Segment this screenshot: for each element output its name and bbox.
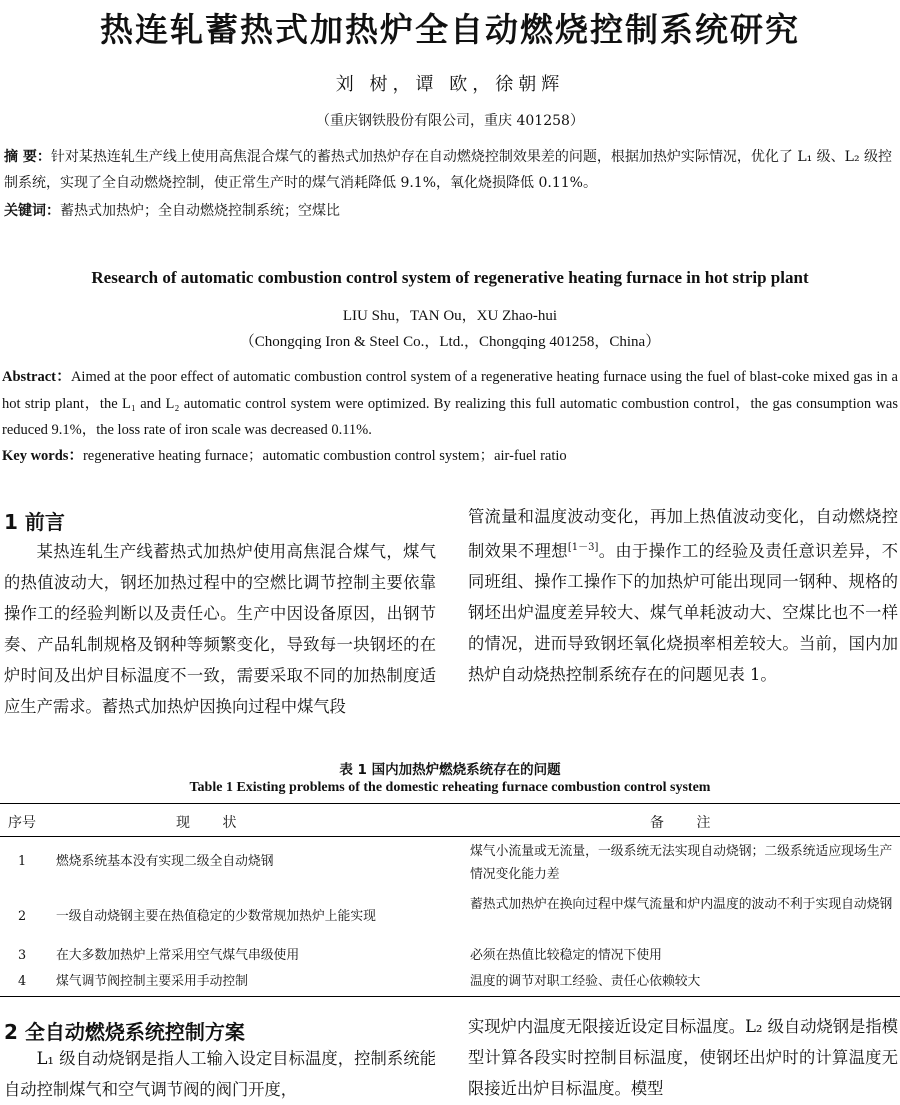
- table-header-status: 现 状: [176, 815, 251, 831]
- abstract-en: [2, 364, 898, 444]
- table-row-3-no: 3: [18, 948, 27, 963]
- authors-cn: 刘 树，谭 欧，徐朝辉: [335, 74, 565, 95]
- table-row-1-status: 燃烧系统基本没有实现二级全自动烧钢: [56, 854, 274, 869]
- table-header-rule: [0, 836, 900, 837]
- affiliation-en: （Chongqing Iron & Steel Co.，Ltd.，Chongqing 401258，China）: [239, 334, 661, 350]
- section-1-right-text-a: 管流量和温度波动变化，再加上热值波动变化，自动燃烧控制效果不理想: [468, 507, 898, 561]
- authors-en: LIU Shu，TAN Ou，XU Zhao-hui: [342, 308, 558, 324]
- table-row-1-note: 煤气小流量或无流量，一级系统无法实现自动烧钢；二级系统适应现场生产情况变化能力差: [470, 844, 893, 882]
- abstract-en-label: Abstract：: [2, 369, 71, 385]
- keywords-en-text: regenerative heating furnace；automatic combustion control system；air-fuel ratio: [82, 448, 567, 464]
- keywords-cn: [4, 198, 898, 224]
- paper-title-en: Research of automatic combustion control system of regenerative heating furnace in hot strip plant: [91, 268, 809, 287]
- abstract-en-text: Aimed at the poor effect of automatic combustion control system of a regenerative heating furnace using the fuel of blast-coke mixed gas in a hot strip plant，the L₁ and L₂ automatic control system were optimized. By realizing this full automatic combustion control，the gas consumption was reduced 9.1%，the loss rate of iron scale was decreased 0.11%.: [2, 369, 898, 438]
- table-row-4-status: 煤气调节阀控制主要采用手动控制: [56, 974, 248, 989]
- keywords-cn-label: 关键词：: [4, 203, 60, 219]
- affiliation-cn: （重庆钢铁股份有限公司，重庆 401258）: [316, 113, 584, 129]
- keywords-en-label: Key words：: [2, 448, 83, 464]
- section-2-left-text: L₁ 级自动烧钢是指人工输入设定目标温度，控制系统能自动控制煤气和空气调节阀的阀门开度，: [4, 1049, 436, 1099]
- abstract-cn-text: 针对某热连轧生产线上使用高焦混合煤气的蓄热式加热炉存在自动燃烧控制效果差的问题，根据加热炉实际情况，优化了 L₁ 级、L₂ 级控制系统，实现了全自动燃烧控制，使正常生产时的煤气消耗降低 9.1%，氧化烧损降低 0.11%。: [4, 149, 893, 191]
- section-1-right-text: [468, 501, 898, 690]
- keywords-cn-text: 蓄热式加热炉；全自动燃烧控制系统；空煤比: [60, 203, 340, 219]
- table-header-note: 备 注: [650, 815, 725, 831]
- table-top-rule: [0, 803, 900, 804]
- table-caption-cn: 表 1 国内加热炉燃烧系统存在的问题: [339, 762, 561, 778]
- section-1-right-text-b: 。由于操作工的经验及责任意识差异，不同班组、操作工操作下的加热炉可能出现同一钢种、规格的钢坯出炉温度差异较大、煤气单耗波动大、空煤比也不一样的情况，进而导致钢坯氧化烧损率相差较大。当前，国内加热炉自动烧热控制系统存在的问题见表 1。: [468, 541, 898, 685]
- table-row-2-status: 一级自动烧钢主要在热值稳定的少数常规加热炉上能实现: [56, 909, 376, 924]
- table-row-3-status: 在大多数加热炉上常采用空气煤气串级使用: [56, 948, 300, 963]
- section-2-heading: 2 全自动燃烧系统控制方案: [4, 1020, 245, 1044]
- abstract-cn: [4, 144, 898, 196]
- table-row-3-note: 必须在热值比较稳定的情况下使用: [470, 948, 662, 963]
- keywords-en: [2, 443, 898, 470]
- abstract-cn-label: 摘 要：: [4, 149, 51, 165]
- table-header-no: 序号: [8, 815, 36, 831]
- section-1-left-text: 某热连轧生产线蓄热式加热炉使用高焦混合煤气，煤气的热值波动大，钢坯加热过程中的空燃比调节控制主要依靠操作工的经验判断以及责任心。生产中因设备原因，出钢节奏、产品轧制规格及钢种等频繁变化，导致每一块钢坯的在炉时间及出炉目标温度不一致，需要采取不同的加热制度适应生产需求。蓄热式加热炉因换向过程中煤气段: [4, 542, 436, 716]
- citation-ref: [1－3]: [567, 542, 599, 553]
- section-1-heading: 1 前言: [4, 510, 65, 534]
- table-row-4-no: 4: [18, 974, 27, 989]
- table-row-2-no: 2: [18, 909, 27, 924]
- table-row-4-note: 温度的调节对职工经验、责任心依赖较大: [470, 974, 701, 989]
- table-row-2-note: 蓄热式加热炉在换向过程中煤气流量和炉内温度的波动不利于实现自动烧钢: [470, 897, 893, 912]
- table-caption-en: Table 1 Existing problems of the domestic reheating furnace combustion control system: [189, 780, 711, 795]
- table-bottom-rule: [0, 996, 900, 997]
- paper-title-cn: 热连轧蓄热式加热炉全自动燃烧控制系统研究: [100, 10, 800, 49]
- section-2-right-text: 实现炉内温度无限接近设定目标温度。L₂ 级自动烧钢是指模型计算各段实时控制目标温度，使钢坯出炉时的计算温度无限接近出炉目标温度。模型: [468, 1017, 898, 1098]
- table-row-1-no: 1: [18, 854, 27, 869]
